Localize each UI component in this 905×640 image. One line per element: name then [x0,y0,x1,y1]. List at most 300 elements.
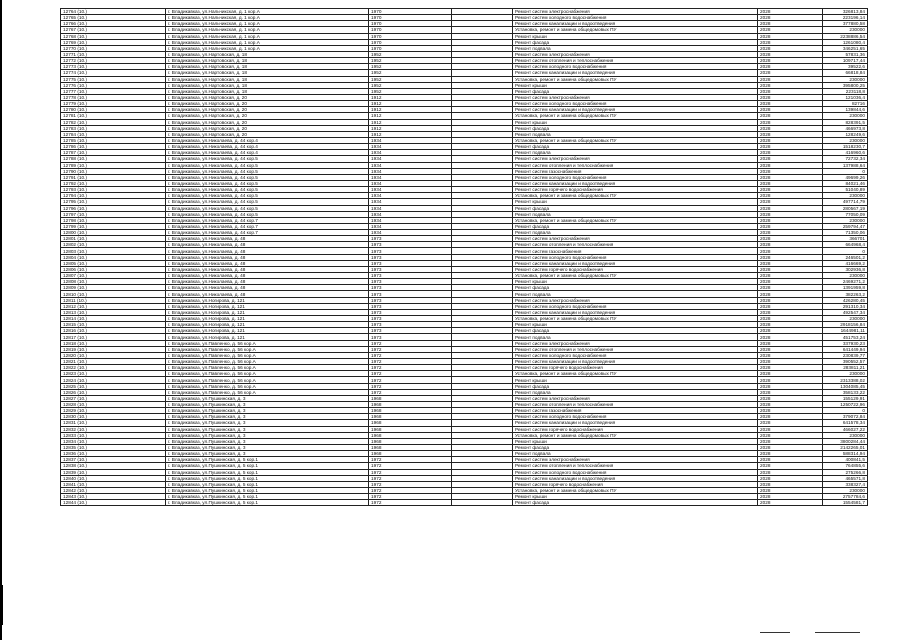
plan-year-cell: 2028 [758,21,823,27]
build-year-cell: 1934 [369,217,452,223]
work-type-cell: Ремонт систем электроснабжения [513,340,758,346]
work-type-cell: Ремонт систем отопления и теплоснабжения [513,58,758,64]
build-year-cell: 1973 [369,260,452,266]
plan-year-cell: 2028 [758,254,823,260]
work-type-cell: Ремонт крыши [513,82,758,88]
cost-cell: 466027,22 [823,426,868,432]
work-type-cell: Ремонт систем холодного водоснабжения [513,101,758,107]
cost-cell: 1518230,7 [823,144,868,150]
row-number-cell: 12781 (10.) [61,113,166,119]
address-cell: г. Владикавказ, ул.Николаева, д. 44 кор.5 [166,193,369,199]
plan-year-cell: 2028 [758,236,823,242]
build-year-cell: 1934 [369,230,452,236]
plan-year-cell: 2028 [758,266,823,272]
plan-year-cell: 2028 [758,230,823,236]
address-cell: г. Владикавказ, ул.Пушкинская, д. 5 кор.1 [166,481,369,487]
work-type-cell: Ремонт систем канализации и водоотведения [513,260,758,266]
build-year-cell: 1972 [369,475,452,481]
address-cell: г. Владикавказ, ул.Павленко, д. 56 кор.А [166,389,369,395]
row-number-cell: 12819 (10.) [61,346,166,352]
plan-year-cell: 2028 [758,45,823,51]
build-year-cell: 1972 [369,340,452,346]
address-cell: г. Владикавказ, ул.Николаева, д. 44 кор.5 [166,180,369,186]
work-type-cell: Установка, ремонт и замена общедомовых ПУ [513,113,758,119]
cost-cell: 230000 [823,432,868,438]
work-type-cell: Ремонт систем канализации и водоотведения [513,475,758,481]
cost-cell: 588314,94 [823,451,868,457]
footer-mark [760,632,790,633]
work-type-cell: Ремонт систем канализации и водоотведения [513,70,758,76]
row-number-cell: 12770 (10.) [61,45,166,51]
row-number-cell: 12777 (10.) [61,88,166,94]
row-number-cell: 12811 (10.) [61,297,166,303]
build-year-cell: 1972 [369,389,452,395]
address-cell: г. Владикавказ, ул.Нартовская, д. 18 [166,64,369,70]
address-cell: г. Владикавказ, ул.Пушкинская, д. 5 кор.1 [166,500,369,506]
build-year-cell: 1968 [369,408,452,414]
plan-year-cell: 2028 [758,101,823,107]
row-number-cell: 12807 (10.) [61,273,166,279]
plan-year-cell: 2028 [758,64,823,70]
build-year-cell: 1952 [369,82,452,88]
plan-year-cell: 2028 [758,58,823,64]
work-type-cell: Ремонт систем отопления и теплоснабжения [513,346,758,352]
work-type-cell: Установка, ремонт и замена общедомовых ПУ [513,217,758,223]
address-cell: г. Владикавказ, ул.Нартовская, д. 20 [166,94,369,100]
plan-year-cell: 2028 [758,463,823,469]
address-cell: г. Владикавказ, ул.Николаева, д. 44 кор.5 [166,205,369,211]
cost-cell: 1261080,4 [823,39,868,45]
address-cell: г. Владикавказ, ул.Нальчикская, д. 1 кор.А [166,21,369,27]
cost-cell: 230000 [823,217,868,223]
cost-cell: 230000 [823,76,868,82]
work-type-cell: Ремонт систем холодного водоснабжения [513,414,758,420]
plan-year-cell: 2028 [758,205,823,211]
work-type-cell: Ремонт систем холодного водоснабжения [513,352,758,358]
row-number-cell: 12801 (10.) [61,236,166,242]
build-year-cell: 1973 [369,266,452,272]
row-number-cell: 12808 (10.) [61,279,166,285]
row-number-cell: 12782 (10.) [61,119,166,125]
cost-cell: 382263,2 [823,291,868,297]
build-year-cell: 1970 [369,33,452,39]
row-number-cell: 12837 (10.) [61,457,166,463]
build-year-cell: 1973 [369,242,452,248]
row-number-cell: 12828 (10.) [61,402,166,408]
address-cell: г. Владикавказ, ул.Нальчикская, д. 1 кор.А [166,9,369,15]
plan-year-cell: 2028 [758,180,823,186]
work-type-cell: Ремонт фасада [513,144,758,150]
build-year-cell: 1968 [369,420,452,426]
row-number-cell: 12790 (10.) [61,168,166,174]
plan-year-cell: 2028 [758,359,823,365]
address-cell: г. Владикавказ, ул.Нартовская, д. 18 [166,88,369,94]
row-number-cell: 12794 (10.) [61,193,166,199]
work-type-cell: Ремонт фасада [513,125,758,131]
row-number-cell: 12832 (10.) [61,426,166,432]
build-year-cell: 1972 [369,383,452,389]
row-number-cell: 12827 (10.) [61,395,166,401]
plan-year-cell: 2028 [758,408,823,414]
cost-cell: 1304085,45 [823,383,868,389]
work-type-cell: Ремонт систем канализации и водоотведения [513,21,758,27]
address-cell: г. Владикавказ, ул.Николаева, д. 48 [166,242,369,248]
address-cell: г. Владикавказ, ул.Нальчикская, д. 1 кор.А [166,39,369,45]
build-year-cell: 1973 [369,254,452,260]
spacer-cell [452,500,513,506]
build-year-cell: 1968 [369,414,452,420]
plan-year-cell: 2028 [758,76,823,82]
work-type-cell: Ремонт подвала [513,211,758,217]
cost-cell: 39522,6 [823,64,868,70]
plan-year-cell: 2028 [758,328,823,334]
work-type-cell: Ремонт систем электроснабжения [513,395,758,401]
address-cell: г. Владикавказ, ул.Николаева, д. 44 кор.7 [166,217,369,223]
row-number-cell: 12844 (10.) [61,500,166,506]
cost-cell: 280567,19 [823,205,868,211]
work-type-cell: Ремонт систем электроснабжения [513,297,758,303]
build-year-cell: 1934 [369,205,452,211]
plan-year-cell: 2028 [758,107,823,113]
build-year-cell: 1972 [369,469,452,475]
work-type-cell: Ремонт подвала [513,150,758,156]
plan-year-cell: 2028 [758,469,823,475]
work-type-cell: Ремонт систем электроснабжения [513,51,758,57]
work-type-cell: Ремонт фасада [513,205,758,211]
scan-mark [0,585,3,625]
work-type-cell: Ремонт систем отопления и теплоснабжения [513,402,758,408]
address-cell: г. Владикавказ, ул.Павленко, д. 56 кор.А [166,377,369,383]
build-year-cell: 1970 [369,9,452,15]
work-type-cell: Установка, ремонт и замена общедомовых ПУ [513,273,758,279]
row-number-cell: 12836 (10.) [61,451,166,457]
build-year-cell: 1952 [369,64,452,70]
address-cell: г. Владикавказ, ул.Николаева, д. 44 кор.5 [166,211,369,217]
row-number-cell: 12780 (10.) [61,107,166,113]
build-year-cell: 1952 [369,51,452,57]
address-cell: г. Владикавказ, ул.Пушкинская, д. 3 [166,408,369,414]
cost-cell: 128249,6 [823,131,868,137]
build-year-cell: 1934 [369,150,452,156]
work-type-cell: Ремонт фасада [513,223,758,229]
work-type-cell: Ремонт систем горячего водоснабжения [513,481,758,487]
work-type-cell: Ремонт систем холодного водоснабжения [513,303,758,309]
plan-year-cell: 2028 [758,414,823,420]
build-year-cell: 1973 [369,279,452,285]
repair-schedule-table [60,8,868,506]
cost-cell: 664968,4 [823,242,868,248]
row-number-cell: 12798 (10.) [61,217,166,223]
row-number-cell: 12821 (10.) [61,359,166,365]
address-cell: г. Владикавказ, ул.Ногирова, д. 121 [166,309,369,315]
row-number-cell: 12774 (10.) [61,70,166,76]
plan-year-cell: 2028 [758,451,823,457]
address-cell: г. Владикавказ, ул.Пушкинская, д. 5 кор.1 [166,487,369,493]
cost-cell: 416669,2 [823,260,868,266]
cost-cell: 379072,84 [823,414,868,420]
build-year-cell: 1912 [369,94,452,100]
address-cell: г. Владикавказ, ул.Николаева, д. 44 кор.7 [166,230,369,236]
cost-cell: 2313388,02 [823,377,868,383]
build-year-cell: 1973 [369,328,452,334]
row-number-cell: 12826 (10.) [61,389,166,395]
row-number-cell: 12772 (10.) [61,58,166,64]
cost-cell: 451753,24 [823,334,868,340]
address-cell: г. Владикавказ, ул.Пушкинская, д. 5 кор.1 [166,475,369,481]
address-cell: г. Владикавказ, ул.Николаева, д. 44 кор.5 [166,187,369,193]
address-cell: г. Владикавказ, ул.Нальчикская, д. 1 кор.А [166,45,369,51]
cost-cell: 641449,94 [823,346,868,352]
plan-year-cell: 2028 [758,438,823,444]
plan-year-cell: 2028 [758,125,823,131]
build-year-cell: 1952 [369,70,452,76]
cost-cell: 246501,2 [823,254,868,260]
plan-year-cell: 2028 [758,82,823,88]
cost-cell: 0 [823,408,868,414]
plan-year-cell: 2028 [758,70,823,76]
work-type-cell: Ремонт систем электроснабжения [513,156,758,162]
plan-year-cell: 2028 [758,168,823,174]
row-number-cell: 12823 (10.) [61,371,166,377]
row-number-cell: 12788 (10.) [61,156,166,162]
row-number-cell: 12841 (10.) [61,481,166,487]
work-type-cell: Ремонт систем канализации и водоотведения [513,420,758,426]
work-type-cell: Ремонт систем электроснабжения [513,236,758,242]
build-year-cell: 1934 [369,156,452,162]
row-number-cell: 12825 (10.) [61,383,166,389]
cost-cell: 84021,46 [823,180,868,186]
address-cell: г. Владикавказ, ул.Пушкинская, д. 3 [166,438,369,444]
plan-year-cell: 2028 [758,383,823,389]
cost-cell: 66818,84 [823,70,868,76]
row-number-cell: 12842 (10.) [61,487,166,493]
plan-year-cell: 2028 [758,352,823,358]
cost-cell: 72732,34 [823,156,868,162]
address-cell: г. Владикавказ, ул.Николаева, д. 44 кор.5 [166,199,369,205]
work-type-cell: Ремонт фасада [513,500,758,506]
work-type-cell: Ремонт систем холодного водоснабжения [513,254,758,260]
work-type-cell: Ремонт крыши [513,199,758,205]
table-body [61,9,868,506]
plan-year-cell: 2028 [758,340,823,346]
work-type-cell: Ремонт крыши [513,377,758,383]
build-year-cell: 1970 [369,27,452,33]
plan-year-cell: 2028 [758,131,823,137]
plan-year-cell: 2028 [758,39,823,45]
address-cell: г. Владикавказ, ул.Пушкинская, д. 3 [166,395,369,401]
row-number-cell: 12810 (10.) [61,291,166,297]
row-number-cell: 12812 (10.) [61,303,166,309]
row-number-cell: 12795 (10.) [61,199,166,205]
cost-cell: 230000 [823,273,868,279]
build-year-cell: 1973 [369,316,452,322]
work-type-cell: Установка, ремонт и замена общедомовых ПУ [513,137,758,143]
plan-year-cell: 2028 [758,309,823,315]
row-number-cell: 12792 (10.) [61,180,166,186]
build-year-cell: 1973 [369,309,452,315]
address-cell: г. Владикавказ, ул.Николаева, д. 44 кор.4 [166,137,369,143]
row-number-cell: 12793 (10.) [61,187,166,193]
build-year-cell: 1968 [369,432,452,438]
row-number-cell: 12806 (10.) [61,266,166,272]
build-year-cell: 1952 [369,76,452,82]
table-row [61,500,868,506]
cost-cell: 2238886,54 [823,33,868,39]
address-cell: г. Владикавказ, ул.Николаева, д. 44 кор.5 [166,168,369,174]
work-type-cell: Ремонт подвала [513,334,758,340]
address-cell: г. Владикавказ, ул.Ногирова, д. 121 [166,322,369,328]
plan-year-cell: 2028 [758,285,823,291]
plan-year-cell: 2028 [758,156,823,162]
work-type-cell: Ремонт подвала [513,389,758,395]
cost-cell: 497714,79 [823,199,868,205]
cost-cell: 230000 [823,371,868,377]
cost-cell: 230000 [823,27,868,33]
work-type-cell: Установка, ремонт и замена общедомовых ПУ [513,371,758,377]
build-year-cell: 1934 [369,174,452,180]
address-cell: г. Владикавказ, ул.Нартовская, д. 18 [166,82,369,88]
work-type-cell: Ремонт фасада [513,88,758,94]
work-type-cell: Установка, ремонт и замена общедомовых ПУ [513,76,758,82]
row-number-cell: 12778 (10.) [61,94,166,100]
work-type-cell: Ремонт подвала [513,230,758,236]
plan-year-cell: 2028 [758,322,823,328]
row-number-cell: 12815 (10.) [61,322,166,328]
address-cell: г. Владикавказ, ул.Павленко, д. 56 кор.А [166,352,369,358]
plan-year-cell: 2028 [758,33,823,39]
work-type-cell: Ремонт систем отопления и теплоснабжения [513,463,758,469]
address-cell: г. Владикавказ, ул.Нальчикская, д. 1 кор.А [166,15,369,21]
row-number-cell: 12768 (10.) [61,33,166,39]
footer-mark [815,632,860,633]
row-number-cell: 12786 (10.) [61,144,166,150]
work-type-cell: Ремонт систем отопления и теплоснабжения [513,242,758,248]
row-number-cell: 12805 (10.) [61,260,166,266]
cost-cell: 2918156,84 [823,322,868,328]
plan-year-cell: 2028 [758,242,823,248]
build-year-cell: 1912 [369,113,452,119]
work-type-cell: Ремонт систем горячего водоснабжения [513,266,758,272]
build-year-cell: 1973 [369,236,452,242]
build-year-cell: 1968 [369,451,452,457]
row-number-cell: 12775 (10.) [61,76,166,82]
plan-year-cell: 2028 [758,119,823,125]
build-year-cell: 1972 [369,494,452,500]
build-year-cell: 1973 [369,285,452,291]
cost-cell: 155129,91 [823,395,868,401]
plan-year-cell: 2028 [758,15,823,21]
cost-cell: 3800284,44 [823,438,868,444]
plan-year-cell: 2028 [758,260,823,266]
cost-cell: 223118,8 [823,88,868,94]
build-year-cell: 1972 [369,371,452,377]
address-cell: г. Владикавказ, ул.Пушкинская, д. 3 [166,432,369,438]
address-cell: г. Владикавказ, ул.Ногирова, д. 121 [166,334,369,340]
cost-cell: 230839,77 [823,352,868,358]
build-year-cell: 1970 [369,39,452,45]
row-number-cell: 12800 (10.) [61,230,166,236]
address-cell: г. Владикавказ, ул.Павленко, д. 56 кор.А [166,383,369,389]
cost-cell: 230000 [823,113,868,119]
address-cell: г. Владикавказ, ул.Павленко, д. 56 кор.А [166,340,369,346]
row-number-cell: 12833 (10.) [61,432,166,438]
work-type-cell: Ремонт систем канализации и водоотведения [513,107,758,113]
plan-year-cell: 2028 [758,193,823,199]
row-number-cell: 12843 (10.) [61,494,166,500]
cost-cell: 366701 [823,236,868,242]
cost-cell: 49699,26 [823,174,868,180]
plan-year-cell: 2028 [758,199,823,205]
cost-cell: 139844,6 [823,107,868,113]
build-year-cell: 1934 [369,211,452,217]
plan-year-cell: 2028 [758,248,823,254]
cost-cell: 338327,4 [823,481,868,487]
address-cell: г. Владикавказ, ул.Пушкинская, д. 5 кор.1 [166,463,369,469]
work-type-cell: Ремонт систем электроснабжения [513,9,758,15]
work-type-cell: Ремонт систем отопления и теплоснабжения [513,162,758,168]
build-year-cell: 1970 [369,45,452,51]
row-number-cell: 12785 (10.) [61,137,166,143]
plan-year-cell: 2028 [758,487,823,493]
work-type-cell: Ремонт систем канализации и водоотведения [513,359,758,365]
address-cell: г. Владикавказ, ул.Николаева, д. 48 [166,260,369,266]
cost-cell: 137988,64 [823,162,868,168]
row-number-cell: 12817 (10.) [61,334,166,340]
work-type-cell: Установка, ремонт и замена общедомовых ПУ [513,487,758,493]
build-year-cell: 1972 [369,365,452,371]
work-type-cell: Установка, ремонт и замена общедомовых ПУ [513,432,758,438]
build-year-cell: 1912 [369,119,452,125]
work-type-cell: Ремонт систем канализации и водоотведения [513,180,758,186]
build-year-cell: 1968 [369,395,452,401]
row-number-cell: 12820 (10.) [61,352,166,358]
plan-year-cell: 2028 [758,144,823,150]
work-type-cell: Ремонт систем канализации и водоотведения [513,309,758,315]
row-number-cell: 12787 (10.) [61,150,166,156]
row-number-cell: 12816 (10.) [61,328,166,334]
cost-cell: 57831,36 [823,51,868,57]
build-year-cell: 1972 [369,359,452,365]
plan-year-cell: 2028 [758,432,823,438]
build-year-cell: 1970 [369,15,452,21]
row-number-cell: 12769 (10.) [61,39,166,45]
address-cell: г. Владикавказ, ул.Николаева, д. 48 [166,254,369,260]
build-year-cell: 1934 [369,193,452,199]
address-cell: г. Владикавказ, ул.Николаева, д. 48 [166,285,369,291]
work-type-cell: Ремонт систем холодного водоснабжения [513,469,758,475]
cost-cell: 302936,8 [823,266,868,272]
build-year-cell: 1972 [369,487,452,493]
work-type-cell: Ремонт фасада [513,39,758,45]
address-cell: г. Владикавказ, ул.Николаева, д. 48 [166,236,369,242]
plan-year-cell: 2028 [758,334,823,340]
row-number-cell: 12809 (10.) [61,285,166,291]
address-cell: г. Владикавказ, ул.Николаева, д. 48 [166,291,369,297]
plan-year-cell: 2028 [758,475,823,481]
build-year-cell: 1934 [369,187,452,193]
cost-cell: 230000 [823,316,868,322]
work-type-cell: Ремонт систем холодного водоснабжения [513,15,758,21]
cost-cell: 400841,5 [823,457,868,463]
plan-year-cell: 2028 [758,346,823,352]
address-cell: г. Владикавказ, ул.Нартовская, д. 18 [166,58,369,64]
address-cell: г. Владикавказ, ул.Нартовская, д. 20 [166,125,369,131]
row-number-cell: 12838 (10.) [61,463,166,469]
plan-year-cell: 2028 [758,420,823,426]
build-year-cell: 1973 [369,334,452,340]
row-number-cell: 12766 (10.) [61,21,166,27]
scan-edge-line [0,0,2,640]
